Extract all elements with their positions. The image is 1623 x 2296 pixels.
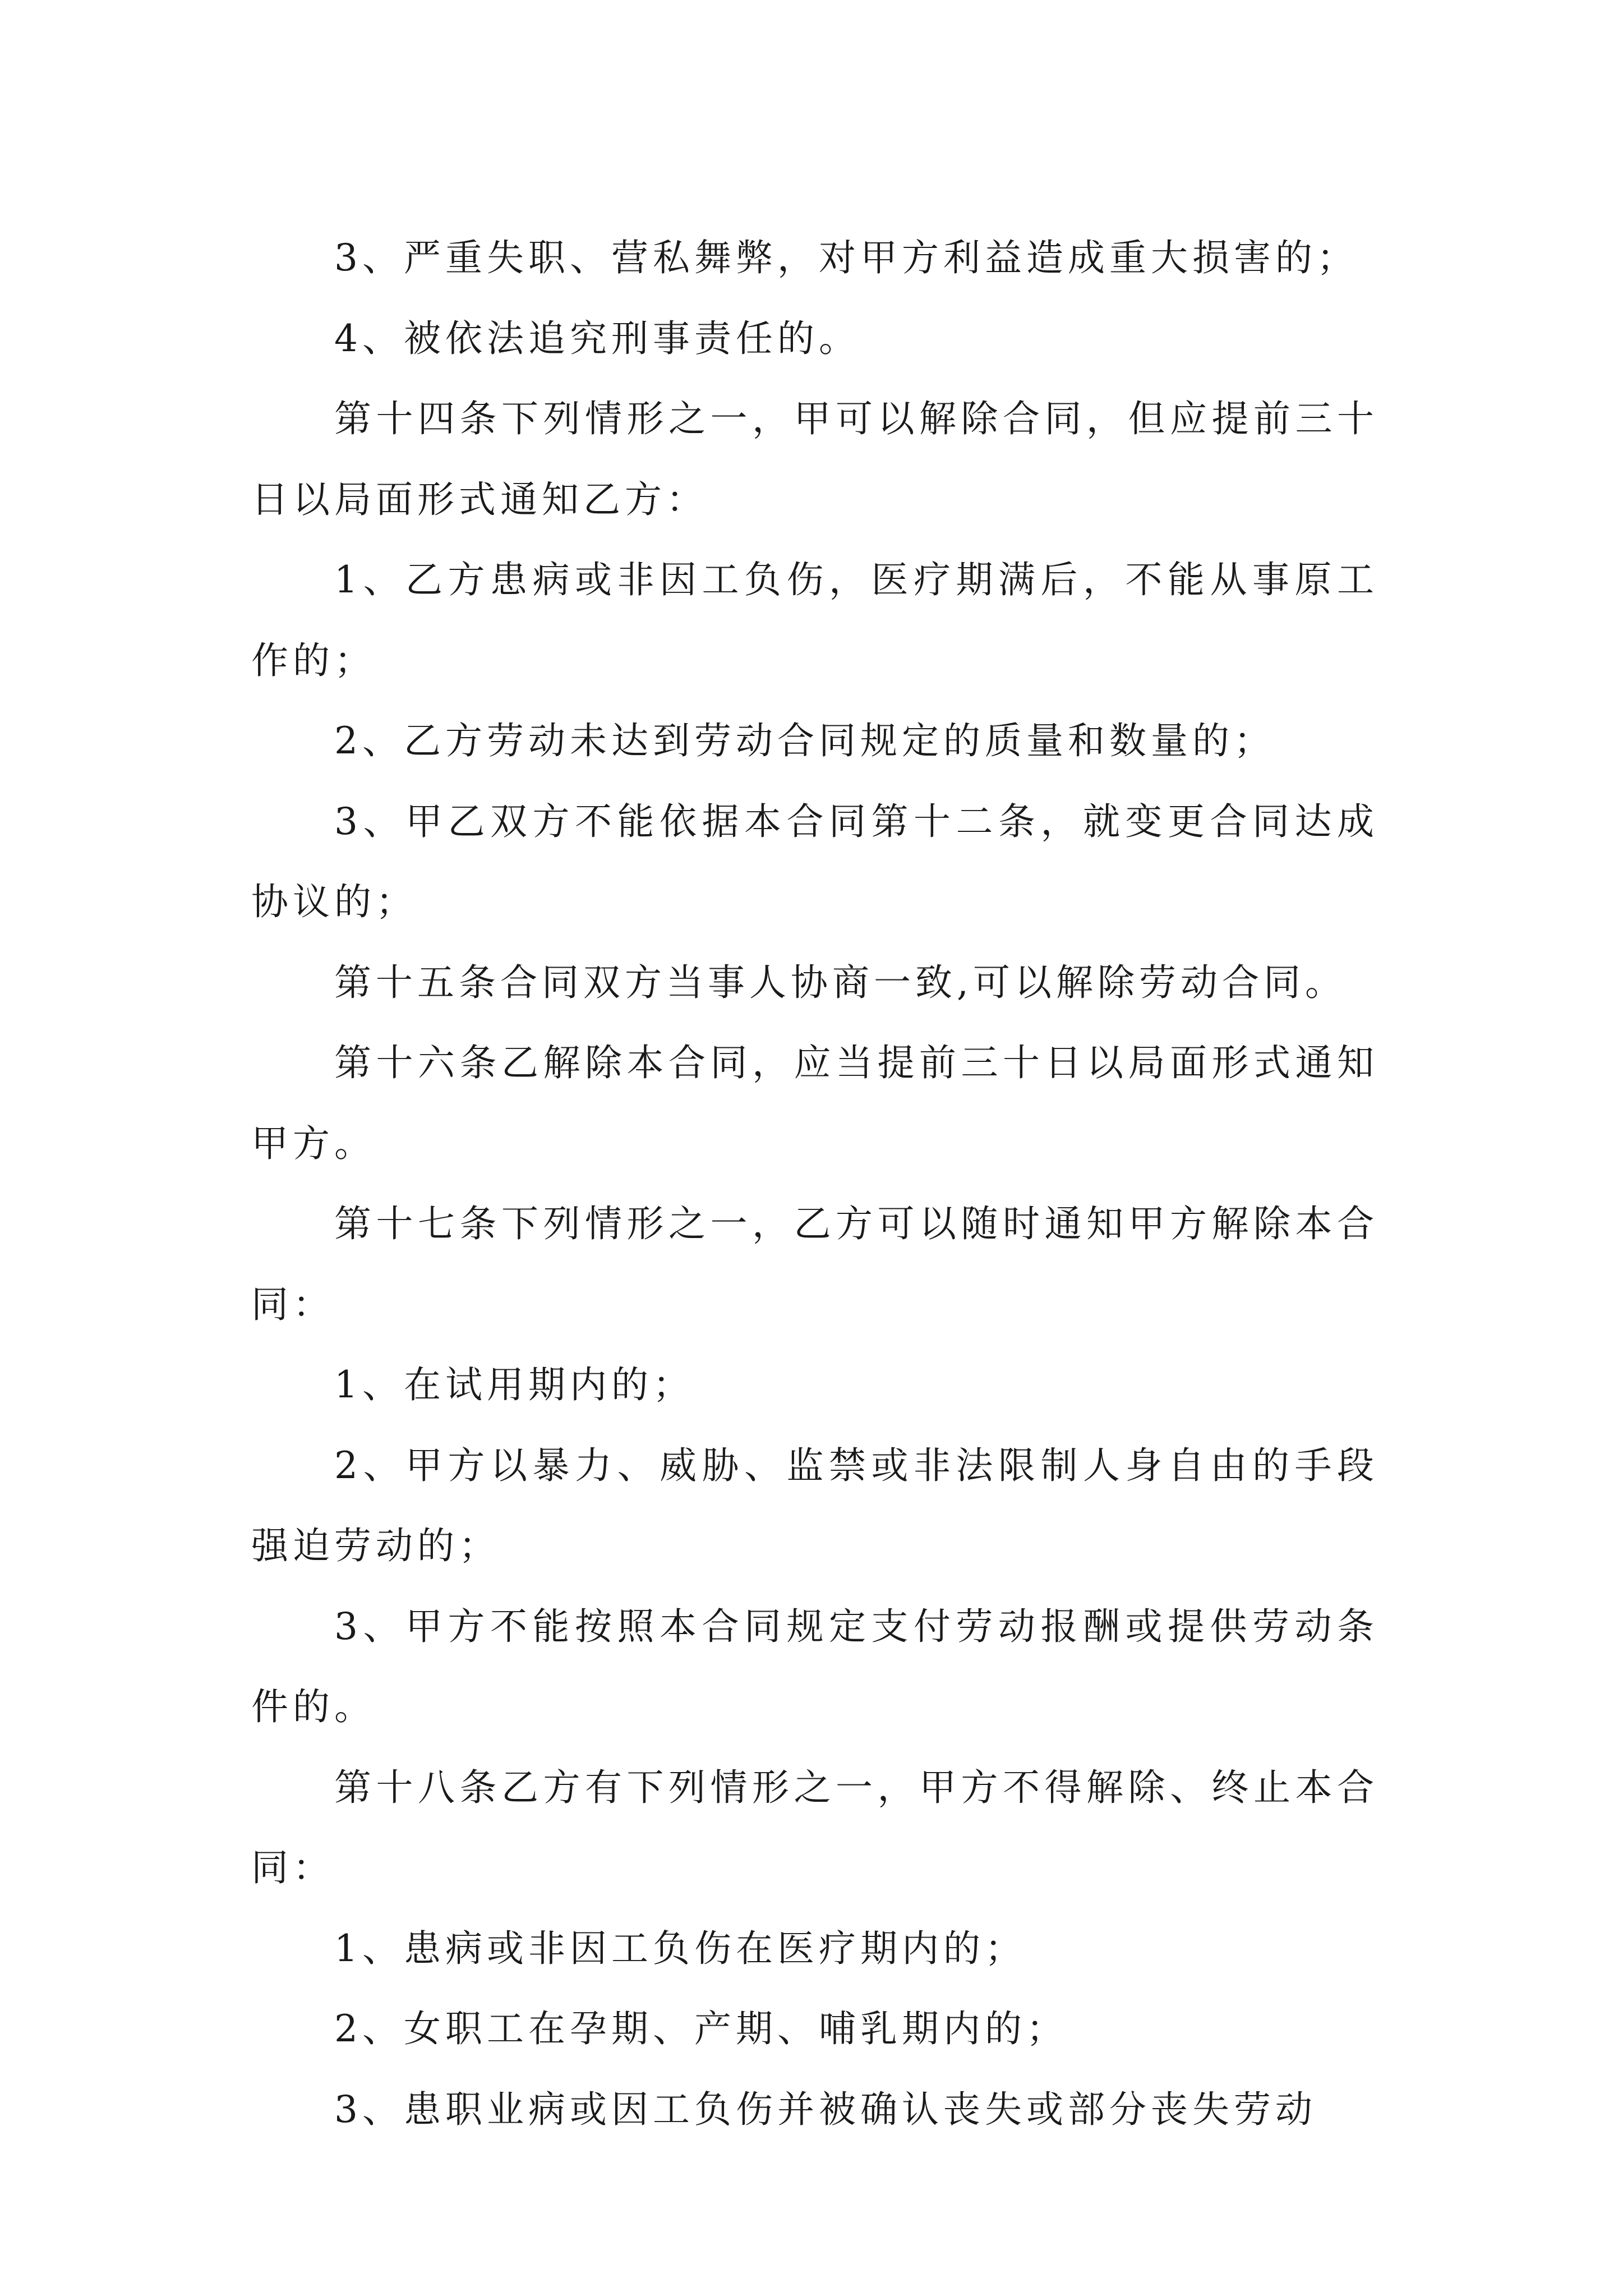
paragraph: 1、患病或非因工负伤在医疗期内的； [334,1926,1026,1970]
paragraph: 2、女职工在孕期、产期、哺乳期内的； [334,2007,1068,2050]
paragraph: 2、乙方劳动未达到劳动合同规定的质量和数量的； [334,719,1275,762]
paragraph: 1、乙方患病或非因工负伤，医疗期满后，不能从事原工作的； [251,558,1378,682]
paragraph: 3、甲乙双方不能依据本合同第十二条，就变更合同达成协议的； [251,799,1378,923]
paragraph: 3、甲方不能按照本合同规定支付劳动报酬或提供劳动条件的。 [251,1604,1378,1728]
document-body [251,218,1378,2150]
paragraph: 1、在试用期内的； [334,1363,694,1406]
paragraph: 2、甲方以暴力、威胁、监禁或非法限制人身自由的手段强迫劳动的； [251,1443,1378,1567]
paragraph: 第十四条下列情形之一，甲可以解除合同，但应提前三十日以局面形式通知乙方： [251,397,1378,521]
paragraph: 3、患职业病或因工负伤并被确认丧失或部分丧失劳动 [334,2087,1317,2131]
paragraph: 第十六条乙解除本合同，应当提前三十日以局面形式通知甲方。 [251,1041,1378,1165]
paragraph: 第十七条下列情形之一，乙方可以随时通知甲方解除本合同： [251,1202,1378,1326]
paragraph: 4、被依法追究刑事责任的。 [334,316,860,360]
paragraph: 3、严重失职、营私舞弊，对甲方利益造成重大损害的； [334,236,1358,279]
paragraph: 第十八条乙方有下列情形之一，甲方不得解除、终止本合同： [251,1765,1378,1889]
paragraph: 第十五条合同双方当事人协商一致,可以解除劳动合同。 [334,960,1347,1004]
